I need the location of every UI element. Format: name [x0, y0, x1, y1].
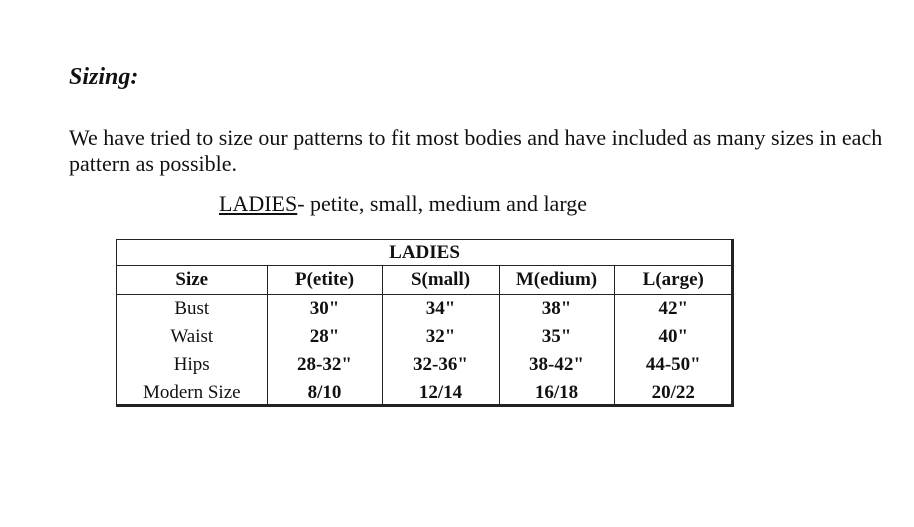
table-cell: 28-32" — [267, 351, 382, 379]
size-range-line — [219, 191, 587, 217]
table-cell: 34" — [382, 295, 499, 324]
size-table — [117, 240, 732, 407]
table-cell: 32" — [382, 323, 499, 351]
table-row — [117, 351, 732, 379]
page-heading: Sizing: — [69, 64, 139, 90]
size-chart — [116, 239, 734, 407]
row-label-waist: Waist — [170, 326, 214, 347]
table-cell: 44-50" — [614, 351, 732, 379]
table-cell: 20/22 — [614, 379, 732, 407]
table-cell: 16/18 — [499, 379, 614, 407]
column-header-petite: P(etite) — [267, 266, 382, 295]
table-cell: 8/10 — [267, 379, 382, 407]
table-title-row — [117, 240, 732, 266]
table-cell: 38" — [499, 295, 614, 324]
column-header-medium: M(edium) — [499, 266, 614, 295]
table-cell: 12/14 — [382, 379, 499, 407]
column-header-small: S(mall) — [382, 266, 499, 295]
size-range-label: LADIES — [219, 191, 298, 216]
table-cell: 35" — [499, 323, 614, 351]
table-header-row — [117, 266, 732, 295]
table-cell: 32-36" — [382, 351, 499, 379]
table-cell: 30" — [267, 295, 382, 324]
table-cell: 42" — [614, 295, 732, 324]
table-row — [117, 379, 732, 407]
table-cell: 28" — [267, 323, 382, 351]
column-header-large: L(arge) — [614, 266, 732, 295]
table-cell: 38-42" — [499, 351, 614, 379]
column-header-size: Size — [117, 266, 267, 295]
table-row — [117, 323, 732, 351]
row-label-modern-size: Modern Size — [142, 382, 241, 403]
table-row — [117, 295, 732, 324]
table-cell: 40" — [614, 323, 732, 351]
intro-paragraph: We have tried to size our patterns to fit most bodies and have included as many sizes in each pattern as possible. — [69, 125, 883, 176]
table-title: LADIES — [117, 240, 732, 266]
size-range-text: - petite, small, medium and large — [297, 191, 588, 216]
row-label-hips: Hips — [173, 354, 210, 375]
row-label-bust: Bust — [174, 298, 210, 319]
